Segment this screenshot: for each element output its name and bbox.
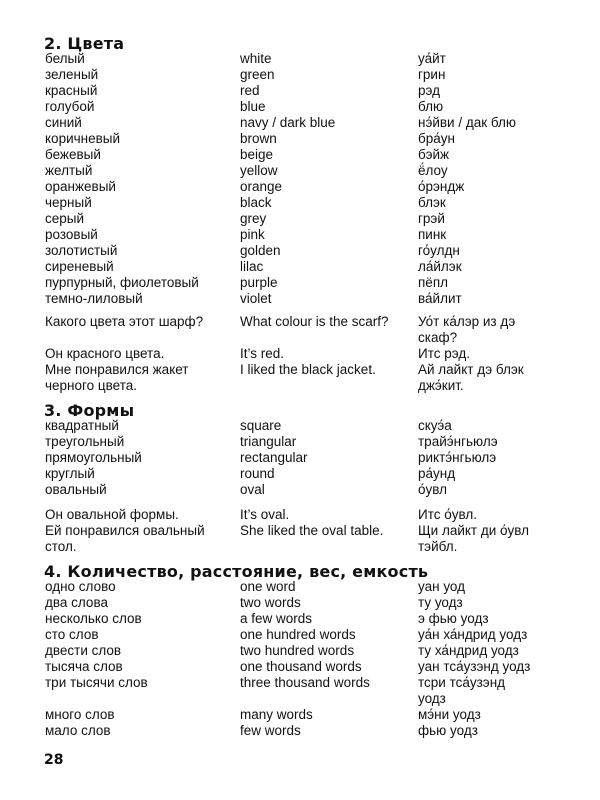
russian-term: золотистый [45,243,118,258]
english-term: grey [240,211,267,226]
english-phrase: What colour is the scarf? [240,314,389,329]
english-term: yellow [240,163,278,178]
table-row [0,691,600,707]
russian-term: пурпурный, фиолетовый [45,275,199,290]
russian-phrase: стол. [45,539,77,554]
transcription: уан уод [418,579,465,594]
transcription: Уо́т ка́лэр из дэ [418,314,516,329]
table-row [0,115,600,131]
russian-term: много слов [45,707,115,722]
transcription: пинк [418,227,447,242]
russian-term: желтый [45,163,93,178]
table-row [0,291,600,307]
phrase-row [0,539,600,555]
english-phrase: It’s oval. [240,507,290,522]
english-term: three thousand words [240,675,370,690]
english-term: purple [240,275,278,290]
russian-phrase: Мне понравился жакет [45,362,189,377]
transcription: уодз [418,691,446,706]
russian-term: серый [45,211,85,226]
table-row [0,179,600,195]
transcription: ла́йлэк [418,259,462,274]
table-row [0,243,600,259]
russian-term: мало слов [45,723,111,738]
transcription: го́улдн [418,243,460,258]
russian-term: черный [45,195,92,210]
transcription: бэйж [418,147,450,162]
russian-term: коричневый [45,131,121,146]
transcription: уа́н ха́ндрид уодз [418,627,528,642]
transcription: уан тса́узэнд уодз [418,659,531,674]
table-row [0,482,600,498]
transcription: мэ́ни уодз [418,707,481,722]
table-row [0,51,600,67]
transcription: о́увл [418,482,447,497]
phrase-row [0,314,600,330]
english-term: rectangular [240,450,308,465]
russian-phrase: Какого цвета этот шарф? [45,314,204,329]
english-term: green [240,67,275,82]
russian-term: овальный [45,482,107,497]
phrase-row [0,346,600,362]
phrase-row [0,523,600,539]
transcription: рэд [418,83,440,98]
russian-term: темно-лиловый [45,291,143,306]
english-term: red [240,83,260,98]
transcription: ра́унд [418,466,456,481]
table-row [0,259,600,275]
russian-term: три тысячи слов [45,675,148,690]
russian-term: оранжевый [45,179,116,194]
russian-term: квадратный [45,418,119,433]
transcription: грин [418,67,446,82]
russian-term: красный [45,83,98,98]
table-row [0,211,600,227]
table-row [0,466,600,482]
english-term: two words [240,595,301,610]
transcription: джэ́кит. [418,378,464,393]
russian-term: тысяча слов [45,659,123,674]
russian-term: двести слов [45,643,122,658]
english-phrase: I liked the black jacket. [240,362,376,377]
english-term: navy / dark blue [240,115,336,130]
transcription: тсри тса́узэнд [418,675,506,690]
table-row [0,627,600,643]
russian-term: бежевый [45,147,101,162]
transcription: ту уодз [418,595,463,610]
russian-phrase: Он овальной формы. [45,507,179,522]
english-term: blue [240,99,266,114]
transcription: Щи лайкт ди о́увл [418,523,530,538]
russian-term: голубой [45,99,95,114]
english-term: one hundred words [240,627,356,642]
transcription: пёпл [418,275,449,290]
english-term: a few words [240,611,313,626]
english-term: golden [240,243,281,258]
english-term: one thousand words [240,659,362,674]
english-term: white [240,51,272,66]
russian-term: зеленый [45,67,99,82]
transcription: Итс рэд. [418,346,470,361]
transcription: ва́йлит [418,291,462,306]
russian-term: два слова [45,595,108,610]
table-row [0,163,600,179]
table-row [0,131,600,147]
transcription: о́рэндж [418,179,465,194]
english-phrase: She liked the oval table. [240,523,384,538]
table-row [0,434,600,450]
phrase-row [0,362,600,378]
russian-term: круглый [45,466,95,481]
transcription: ё́лоу [418,163,448,178]
transcription: фью уодз [418,723,478,738]
table-row [0,67,600,83]
english-term: round [240,466,275,481]
table-row [0,611,600,627]
table-row [0,595,600,611]
english-term: square [240,418,282,433]
russian-term: розовый [45,227,98,242]
table-row [0,275,600,291]
transcription: Итс о́увл. [418,507,477,522]
phrase-row [0,507,600,523]
table-row [0,675,600,691]
transcription: ту ха́ндрид уодз [418,643,519,658]
table-row [0,643,600,659]
english-term: two hundred words [240,643,355,658]
table-row [0,723,600,739]
russian-term: белый [45,51,85,66]
table-row [0,83,600,99]
table-row [0,579,600,595]
transcription: бра́ун [418,131,455,146]
english-term: pink [240,227,265,242]
transcription: блэк [418,195,446,210]
english-term: brown [240,131,277,146]
russian-phrase: черного цвета. [45,378,138,393]
transcription: грэй [418,211,445,226]
russian-term: сто слов [45,627,99,642]
english-term: few words [240,723,301,738]
table-row [0,659,600,675]
transcription: скаф? [418,330,458,345]
phrase-row [0,378,600,394]
page-number: 28 [44,752,64,768]
transcription: скуэ́а [418,418,452,433]
table-row [0,195,600,211]
transcription: э фью уодз [418,611,489,626]
section-title-colors: 2. Цвета [44,34,125,53]
russian-term: несколько слов [45,611,142,626]
english-term: black [240,195,272,210]
table-row [0,707,600,723]
transcription: Ай лайкт дэ блэк [418,362,524,377]
english-term: many words [240,707,313,722]
transcription: блю [418,99,444,114]
english-term: orange [240,179,283,194]
english-term: one word [240,579,296,594]
russian-term: сиреневый [45,259,114,274]
russian-term: синий [45,115,82,130]
table-row [0,147,600,163]
english-term: lilac [240,259,264,274]
russian-term: треугольный [45,434,125,449]
table-row [0,227,600,243]
table-row [0,418,600,434]
section-title-quantity: 4. Количество, расстояние, вес, емкость [44,562,429,581]
transcription: нэ́йви / дак блю [418,115,517,130]
english-term: oval [240,482,265,497]
transcription: трайэ́нгьюлэ [418,434,498,449]
english-term: triangular [240,434,297,449]
russian-term: одно слово [45,579,116,594]
russian-phrase: Он красного цвета. [45,346,165,361]
phrase-row [0,330,600,346]
transcription: уа́йт [418,51,446,66]
table-row [0,450,600,466]
table-row [0,99,600,115]
transcription: риктэ́нгьюлэ [418,450,497,465]
english-phrase: It’s red. [240,346,285,361]
russian-phrase: Ей понравился овальный [45,523,205,538]
transcription: тэйбл. [418,539,458,554]
section-title-shapes: 3. Формы [44,401,135,420]
russian-term: прямоугольный [45,450,142,465]
english-term: beige [240,147,274,162]
english-term: violet [240,291,272,306]
